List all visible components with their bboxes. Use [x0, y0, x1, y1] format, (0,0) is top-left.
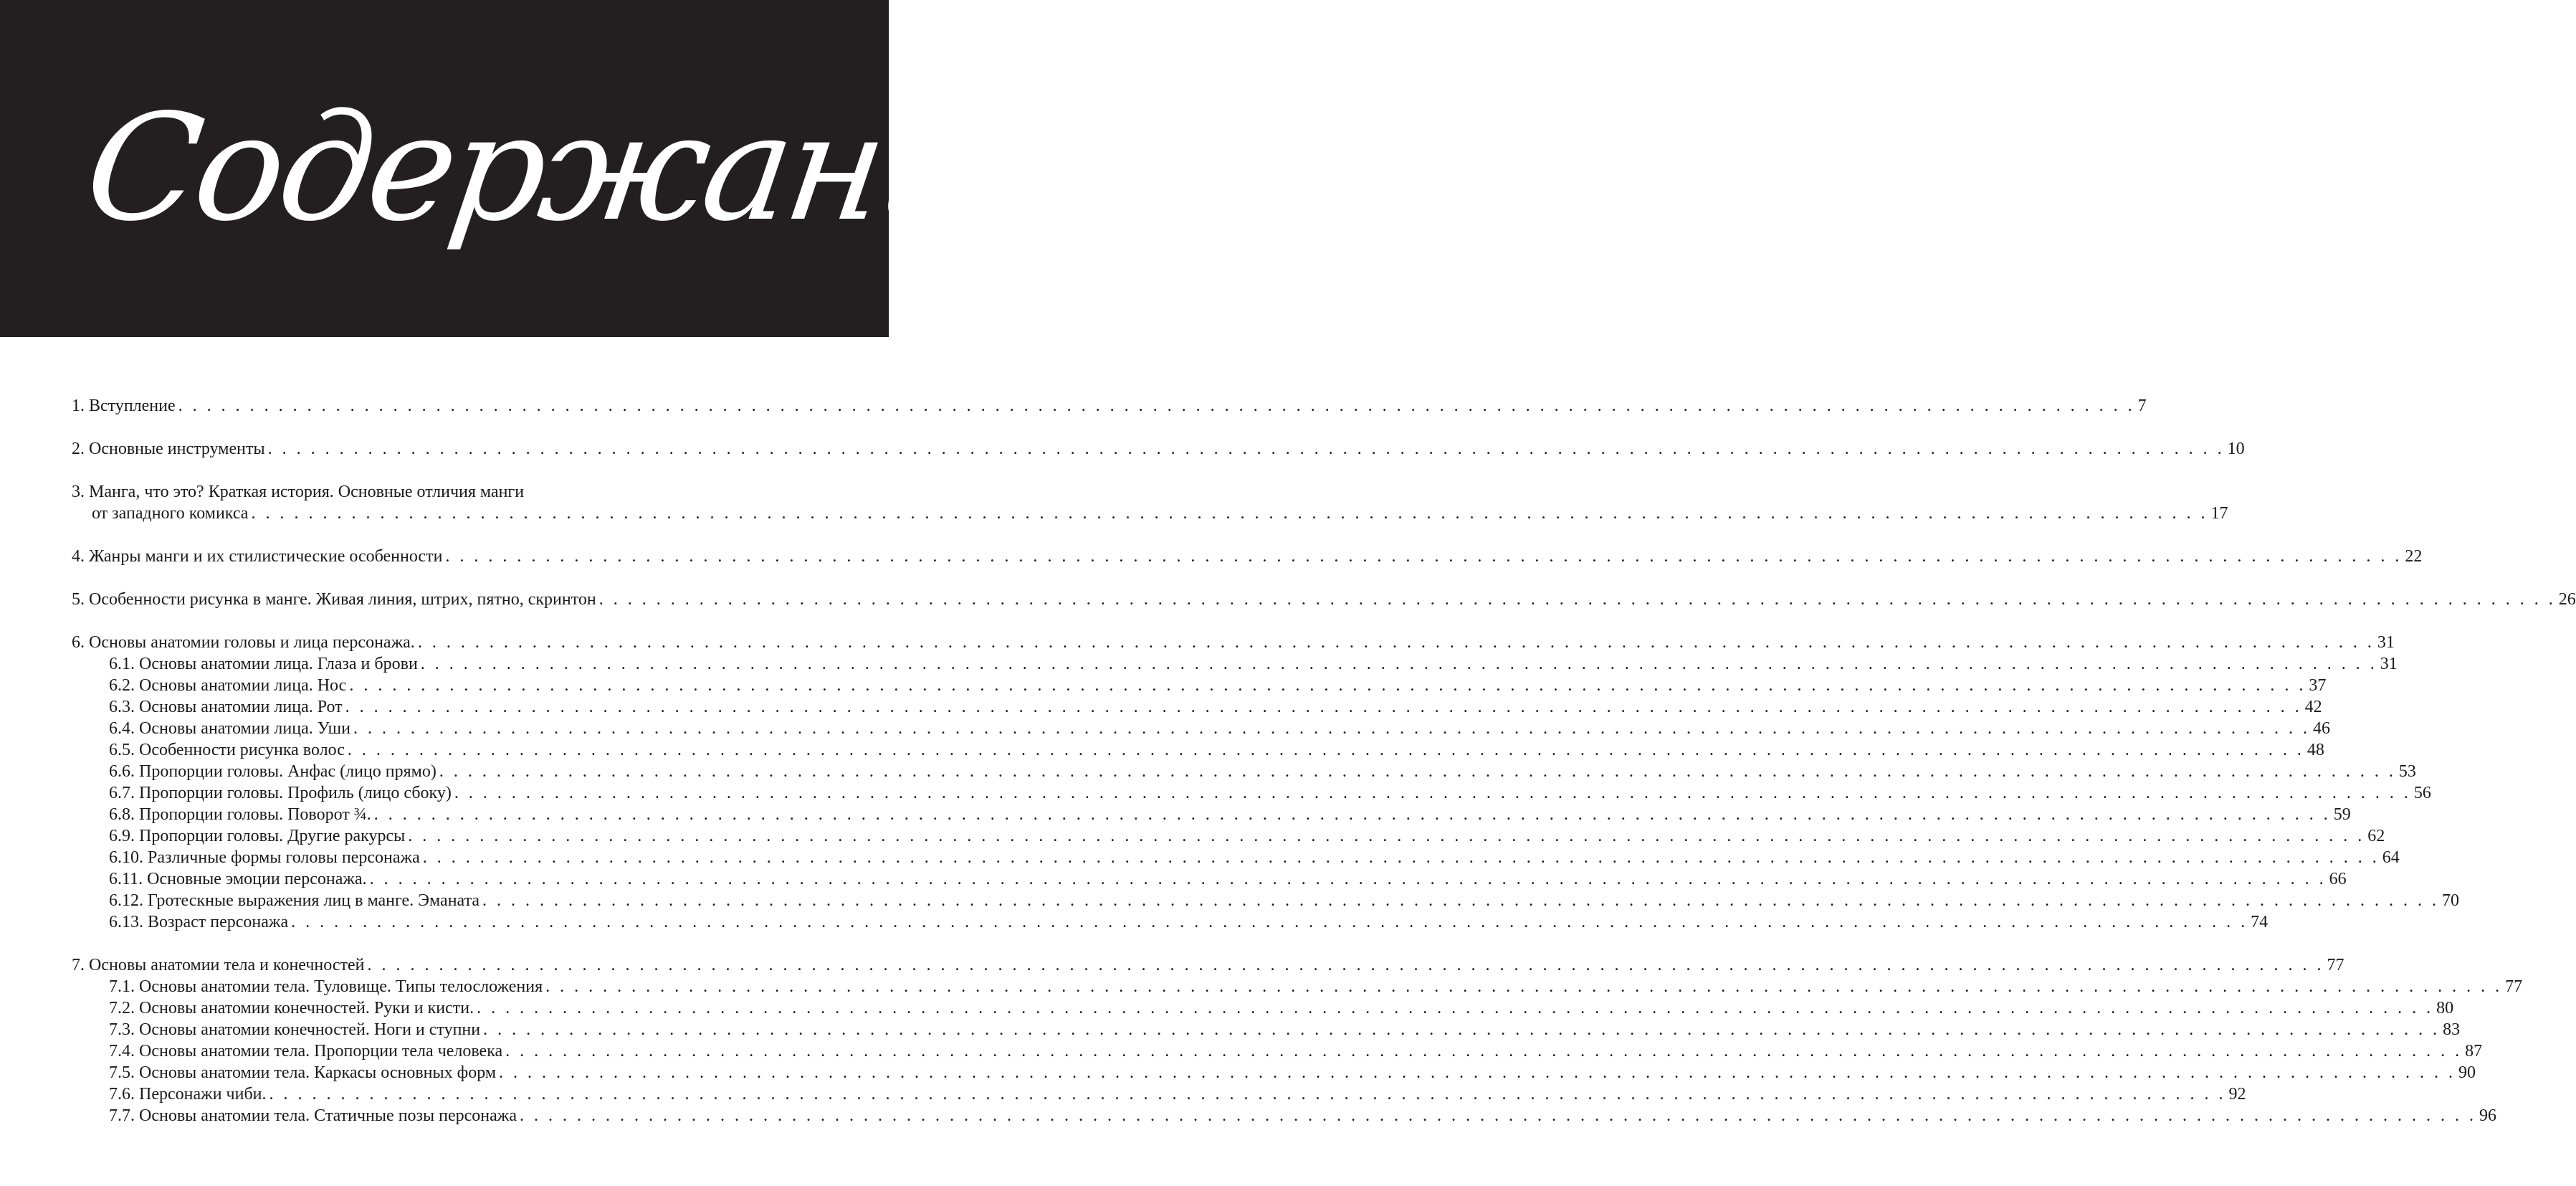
- toc-entry-page: 7: [2137, 397, 2147, 415]
- dot-leader: [251, 503, 2208, 524]
- toc-entry-page: 87: [2465, 1042, 2483, 1061]
- toc-subentry[interactable]: [72, 782, 2431, 804]
- toc-entry-title: 6.11. Основные эмоции персонажа.: [109, 870, 367, 888]
- toc-entry[interactable]: [72, 438, 2245, 460]
- toc-subentry[interactable]: [72, 1083, 2246, 1105]
- toc-entry[interactable]: [72, 481, 2228, 524]
- toc-subentry[interactable]: [72, 868, 2347, 890]
- toc-entry-title: 1. Вступление: [72, 397, 176, 415]
- dot-leader: [268, 438, 2225, 460]
- toc-entry-title: от западного комикса: [92, 504, 249, 523]
- toc-entry-title: 7.4. Основы анатомии тела. Пропорции тела человека: [109, 1042, 503, 1061]
- toc-entry-page: 48: [2307, 741, 2324, 759]
- dot-leader: [345, 696, 2302, 718]
- toc-entry-title: 6.9. Пропорции головы. Другие ракурсы: [109, 827, 406, 845]
- dot-leader: [291, 911, 2248, 933]
- toc-entry-page: 42: [2304, 698, 2322, 716]
- dot-leader: [408, 825, 2365, 847]
- dot-leader: [599, 589, 2556, 610]
- toc-entry-page: 92: [2228, 1085, 2246, 1104]
- toc-entry-title: 7.3. Основы анатомии конечностей. Ноги и ступни: [109, 1020, 481, 1039]
- dot-leader: [374, 804, 2331, 825]
- toc-entry-page: 46: [2312, 719, 2330, 738]
- toc-entry-title-line1: 3. Манга, что это? Краткая история. Основные отличия манги: [72, 483, 525, 501]
- toc-entry-title: 7.2. Основы анатомии конечностей. Руки и кисти.: [109, 999, 474, 1017]
- dot-leader: [483, 1019, 2440, 1040]
- toc-entry-title: 6. Основы анатомии головы и лица персонажа.: [72, 633, 415, 652]
- toc-subentry[interactable]: [72, 1019, 2461, 1040]
- dot-leader: [370, 868, 2327, 890]
- toc-entry-page: 83: [2443, 1020, 2461, 1039]
- header-band: [0, 0, 1066, 337]
- toc-entry-page: 26: [2558, 590, 2576, 609]
- dot-leader: [269, 1083, 2226, 1105]
- toc-entry-page: 31: [2377, 633, 2395, 652]
- toc-entry-title: 6.7. Пропорции головы. Профиль (лицо сбоку): [109, 784, 452, 802]
- toc-entry-page: 74: [2251, 913, 2269, 931]
- toc-subentry[interactable]: [72, 1040, 2483, 1062]
- toc-entry-title: 2. Основные инструменты: [72, 440, 265, 458]
- dot-leader: [454, 782, 2411, 804]
- page-title: Содержание: [76, 83, 1066, 254]
- toc-entry-title: 6.4. Основы анатомии лица. Уши: [109, 719, 350, 738]
- dot-leader: [349, 675, 2306, 696]
- toc-entry-title: 7.1. Основы анатомии тела. Туловище. Типы телосложения: [109, 977, 543, 996]
- toc-entry-title: 6.12. Гротескные выражения лиц в манге. Эманата: [109, 891, 480, 910]
- dot-leader: [520, 1105, 2476, 1126]
- dot-leader: [499, 1062, 2456, 1083]
- toc-entry-page: 70: [2442, 891, 2459, 910]
- dot-leader: [439, 761, 2396, 782]
- toc-subentry[interactable]: [72, 825, 2385, 847]
- toc-entry-title: 5. Особенности рисунка в манге. Живая линия, штрих, пятно, скринтон: [72, 590, 596, 609]
- dot-leader: [505, 1040, 2462, 1062]
- toc-entry-title: 6.2. Основы анатомии лица. Нос: [109, 676, 347, 695]
- toc-subentry[interactable]: [72, 847, 2400, 868]
- dot-leader: [368, 954, 2324, 976]
- toc-entry-page: 77: [2327, 956, 2344, 974]
- toc-entry-page: 56: [2413, 784, 2431, 802]
- toc-subentry[interactable]: [72, 1105, 2497, 1126]
- toc-entry-page: 17: [2210, 504, 2228, 523]
- toc-entry-page: 64: [2382, 848, 2400, 867]
- toc-subentry[interactable]: [72, 739, 2324, 761]
- dot-leader: [418, 632, 2375, 653]
- toc-entry-title: 6.10. Различные формы головы персонажа: [109, 848, 420, 867]
- toc-subentry[interactable]: [72, 761, 2416, 782]
- toc-entry-title: 7.6. Персонажи чиби.: [109, 1085, 267, 1104]
- toc-entry-title: 7.7. Основы анатомии тела. Статичные позы персонажа: [109, 1106, 517, 1125]
- dot-leader: [545, 976, 2502, 997]
- toc-subentry[interactable]: [72, 653, 2398, 675]
- toc-entry[interactable]: [72, 632, 2395, 653]
- toc-entry[interactable]: [72, 546, 2423, 567]
- toc-entry-page: 10: [2227, 440, 2245, 458]
- toc-entry-page: 77: [2505, 977, 2523, 996]
- toc-entry-title: 7. Основы анатомии тела и конечностей: [72, 956, 365, 974]
- toc-entry-page: 90: [2458, 1063, 2476, 1082]
- toc-subentry[interactable]: [72, 911, 2269, 933]
- toc-subentry[interactable]: [72, 675, 2327, 696]
- dot-leader: [421, 653, 2377, 675]
- toc-entry-page: 66: [2329, 870, 2347, 888]
- toc-subentry[interactable]: [72, 804, 2351, 825]
- toc-subentry[interactable]: [72, 1062, 2476, 1083]
- toc-entry-page: 31: [2380, 655, 2398, 673]
- toc-entry[interactable]: [72, 395, 2147, 417]
- toc-subentry[interactable]: [72, 997, 2454, 1019]
- toc-entry-page: 96: [2479, 1106, 2497, 1125]
- toc-subentry[interactable]: [72, 696, 2322, 718]
- dot-leader: [477, 997, 2433, 1019]
- toc-entry-page: 53: [2398, 762, 2416, 781]
- toc-entry-title: 6.13. Возраст персонажа: [109, 913, 289, 931]
- table-of-contents: [72, 395, 2576, 1126]
- toc-entry[interactable]: [72, 954, 2344, 976]
- toc-entry-title: 6.5. Особенности рисунка волос: [109, 741, 345, 759]
- toc-entry[interactable]: [72, 589, 2576, 610]
- toc-subentry[interactable]: [72, 718, 2330, 739]
- dot-leader: [353, 718, 2310, 739]
- toc-subentry[interactable]: [72, 890, 2459, 911]
- toc-entry-title: 4. Жанры манги и их стилистические особенности: [72, 547, 443, 566]
- toc-subentry[interactable]: [72, 976, 2523, 997]
- toc-entry-page: 22: [2405, 547, 2423, 566]
- dot-leader: [482, 890, 2439, 911]
- toc-entry-page: 59: [2333, 805, 2351, 824]
- toc-entry-page: 80: [2436, 999, 2454, 1017]
- toc-entry-title: 6.1. Основы анатомии лица. Глаза и брови: [109, 655, 418, 673]
- dot-leader: [423, 847, 2380, 868]
- toc-entry-page: 37: [2309, 676, 2327, 695]
- toc-entry-title: 6.8. Пропорции головы. Поворот ¾.: [109, 805, 371, 824]
- dot-leader: [348, 739, 2304, 761]
- toc-entry-title: 6.3. Основы анатомии лица. Рот: [109, 698, 343, 716]
- toc-entry-title: 7.5. Основы анатомии тела. Каркасы основных форм: [109, 1063, 497, 1082]
- toc-entry-title: 6.6. Пропорции головы. Анфас (лицо прямо): [109, 762, 437, 781]
- dot-leader: [178, 395, 2135, 417]
- dot-leader: [445, 546, 2402, 567]
- toc-entry-page: 62: [2367, 827, 2385, 845]
